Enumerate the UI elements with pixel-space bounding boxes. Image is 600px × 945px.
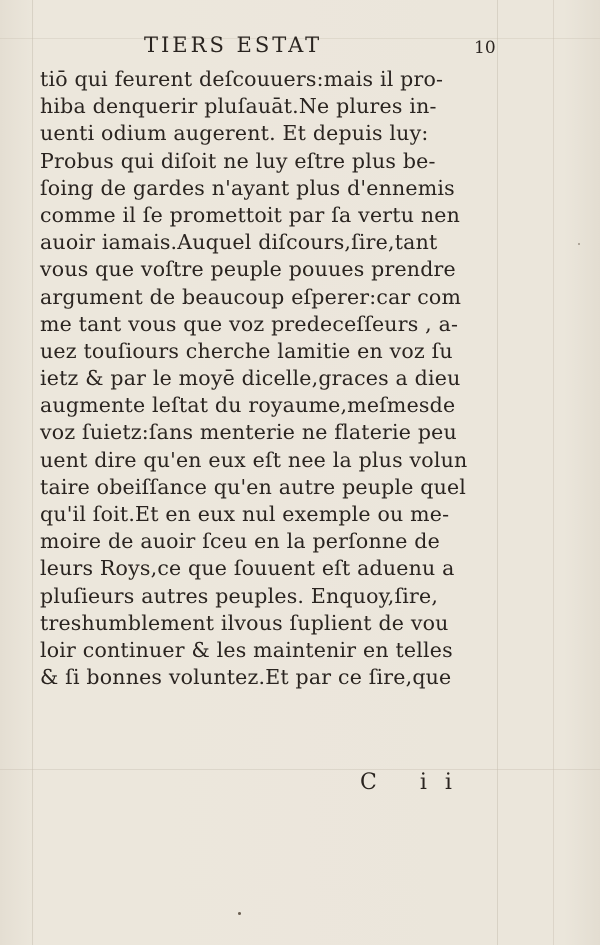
text-line: vous que voſtre peuple pouues prendre [40,257,456,282]
paper-speck [238,912,241,915]
text-line: comme il ſe promettoit par ſa vertu nen [40,202,460,227]
text-line: Probus qui diſoit ne luy eſtre plus be- [40,148,436,173]
text-line: loir continuer & les maintenir en telles [40,637,453,662]
text-line: treshumblement ilvous ſuplient de vou [40,610,449,635]
text-line: uez touſiours cherche lamitie en voz ſu [40,338,453,363]
outer-rule-line [553,0,554,945]
text-line: uenti odium augerent. Et depuis luy: [40,121,429,146]
left-rule-line [32,0,33,945]
text-line: qu'il ſoit.Et en eux nul exemple ou me- [40,502,450,526]
page-number: 10 [474,38,496,58]
text-line: tiō qui feurent deſcouuers:mais il pro- [40,67,444,91]
running-head: TIERS ESTAT [144,33,323,57]
text-line: uent dire qu'en eux eſt nee la plus volun [40,447,468,472]
text-line: me tant vous que voz predeceſſeurs , a- [40,311,459,336]
text-line: voz ſuietz:ſans menterie ne flaterie peu [40,420,457,445]
body-text [40,66,498,691]
text-line: taire obeiſſance qu'en autre peuple quel [40,474,467,499]
text-line: argument de beaucoup eſperer:car com [40,284,462,309]
text-line: moire de auoir ſceu en la perſonne de [40,529,440,554]
page-header [0,30,600,60]
text-line: augmente leſtat du royaume,meſmesde [40,393,456,418]
text-line: ietz & par le moyē dicelle,graces a dieu [40,366,461,391]
text-line: pluſieurs autres peuples. Enquoy,ſire, [40,583,439,608]
text-line: auoir iamais.Auquel diſcours,ſire,tant [40,230,438,255]
bottom-rule-line [0,769,600,770]
text-line: hiba denquerir pluſauāt.Ne plures in- [40,94,437,119]
paper-speck [578,243,580,245]
signature-mark: C ii [360,770,470,795]
text-line: ſoing de gardes n'ayant plus d'ennemis [40,175,455,200]
text-line: leurs Roys,ce que ſouuent eſt aduenu a [40,556,455,581]
text-line: & ſi bonnes voluntez.Et par ce ſire,que [40,665,452,690]
